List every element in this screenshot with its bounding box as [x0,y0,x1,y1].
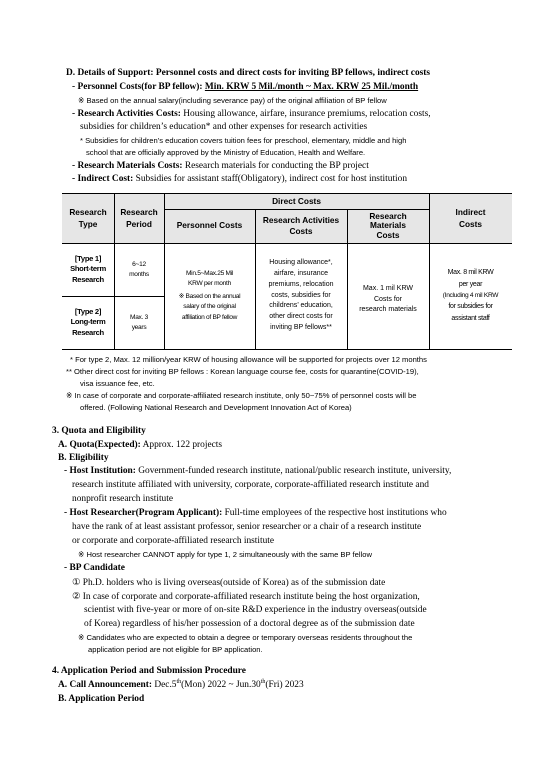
header-direct-costs: Direct Costs [272,195,321,206]
bp-candidate-heading: - BP Candidate [64,563,125,573]
eligibility-heading: B. Eligibility [58,453,109,463]
research-materials-cell: Max. 1 mil KRW Costs for research materials [359,284,417,314]
section-3-heading: 3. Quota and Eligibility [52,426,146,436]
host-researcher-text-2: have the rank of at least assistant professor, senior researcher or a chair of a research institute [72,522,422,532]
header-research-activities-costs: Research Activities Costs [262,214,340,236]
indirect-cost-line [72,174,407,184]
header-research-period: Research Period [120,207,158,229]
research-activities-cell: Housing allowance*, airfare, insurance premiums, relocation costs, subsidies for childrens’ education, other direct costs for inviting BP fellows** [268,259,334,332]
research-materials-text: Research materials for conducting the BP project [182,161,369,171]
header-research-materials-costs: Research Materials Costs [369,210,407,240]
candidate-note-1: ※ Candidates who are expected to obtain a degree or temporary overseas residents throughout the [78,633,413,642]
section-4-heading: 4. Application Period and Submission Procedure [52,666,246,676]
candidate-criterion-2-cont-2: of Korea) regardless of his/her possession of a doctoral degree as of the submission date [84,619,415,629]
personnel-costs-value: Min. KRW 5 Mil./month ~ Max. KRW 25 Mil./month [204,82,419,92]
quota-text: Approx. 122 projects [140,440,223,450]
support-cost-table [62,193,512,350]
host-institution-line [64,466,451,476]
host-researcher-text-3: or corporate and corporate-affiliated research institute [72,536,275,546]
host-institution-text: Government-funded research institute, national/public research institute, university, [135,466,452,476]
call-announcement-label: A. Call Announcement: [58,680,153,690]
children-education-note-1: * Subsidies for children’s education covers tuition fees for preschool, elementary, middle and high [80,136,407,145]
quota-line [58,440,222,450]
indirect-cost-text: Subsidies for assistant staff(Obligatory), indirect cost for host institution [133,174,408,184]
header-research-type: Research Type [69,207,107,229]
personnel-costs-cell: Min.5~Max.25 Mil KRW per month ※ Based on the annual salary of the original affiliation of BP fellow [178,269,241,321]
type2-period: Max. 3 years [130,314,148,331]
indirect-cost-label: - Indirect Cost: [72,174,134,184]
research-activities-line [72,109,431,119]
candidate-criterion-1: ① Ph.D. holders who is living overseas(outside of Korea) as of the submission date [72,578,386,588]
research-activities-text: Housing allowance, airfare, insurance premiums, relocation costs, [180,109,431,119]
research-activities-text-2: subsidies for children’s education* and other expenses for research activities [80,122,368,132]
table-note-3-cont: offered. (Following National Research and Development Innovation Act of Korea) [80,403,352,412]
personnel-costs-note: ※ Based on the annual salary(including severance pay) of the original affiliation of BP fellow [78,96,387,105]
candidate-note-2: application period are not eligible for BP application. [88,645,263,654]
type2-label: [Type 2] Long-term Research [70,306,106,337]
host-researcher-label: - Host Researcher(Program Applicant): [64,508,223,518]
type1-period: 6~12 months [129,261,149,278]
section-d-heading: D. Details of Support: Personnel costs and direct costs for inviting BP fellows, indirect costs [66,68,431,78]
research-activities-label: - Research Activities Costs: [72,109,181,119]
host-researcher-text: Full-time employees of the respective host institutions who [222,508,447,518]
host-institution-label: - Host Institution: [64,466,136,476]
application-period-heading: B. Application Period [58,694,145,704]
personnel-costs-line [72,82,418,92]
children-education-note-2: school that are officially approved by the Ministry of Education, Health and Welfare. [86,148,366,157]
header-indirect-costs: Indirect Costs [455,207,486,229]
table-note-2: ** Other direct cost for inviting BP fellows : Korean language course fee, costs for quarantine(COVID-19), [66,367,419,376]
table-note-2-cont: visa issuance fee, etc. [80,379,155,388]
type1-label: [Type 1] Short-term Research [70,253,106,284]
personnel-costs-label: - Personnel Costs(for BP fellow): [72,82,203,92]
call-announcement-line: A. Call Announcement: Dec.5th(Mon) 2022 ~ Jun.30th(Fri) 2023 [58,679,304,690]
host-institution-text-2: research institute affiliated with university, corporate, corporate-affiliated research institute and [72,480,429,490]
host-researcher-line [64,508,447,518]
candidate-criterion-2-cont-1: scientist with five-year or more of on-site R&D experience in the industry overseas(outside [84,605,427,615]
research-materials-label: - Research Materials Costs: [72,161,183,171]
candidate-criterion-2: ② In case of corporate and corporate-affiliated research institute being the host organization, [72,592,420,602]
header-personnel-costs: Personnel Costs [176,220,243,231]
quota-label: A. Quota(Expected): [58,440,141,450]
host-institution-text-3: nonprofit research institute [72,494,174,504]
table-note-1: * For type 2, Max. 12 million/year KRW of housing allowance will be supported for projects over 12 months [70,355,427,364]
indirect-costs-cell: Max. 8 mil KRW per year (Including 4 mil KRW for subsidies for assistant staff [442,269,499,322]
research-materials-line [72,161,369,171]
host-researcher-note: ※ Host researcher CANNOT apply for type 1, 2 simultaneously with the same BP fellow [78,550,372,559]
table-note-3: ※ In case of corporate and corporate-affiliated research institute, only 50~75% of personnel costs will be [66,391,417,400]
